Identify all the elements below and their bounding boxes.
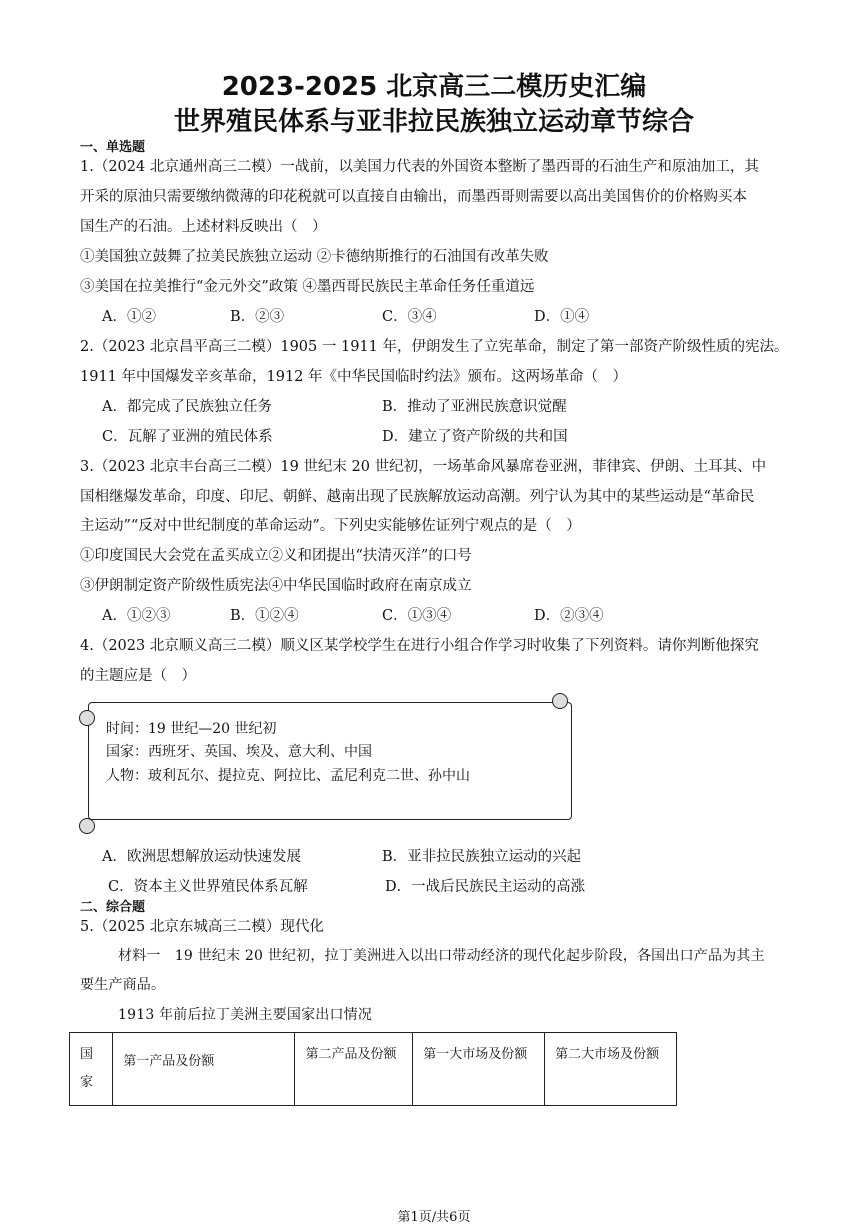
q1-line: 开采的原油只需要缴纳微薄的印花税就可以直接自由输出，而墨西哥则需要以高出美国售价的价格购买本 — [80, 189, 747, 205]
table-header-cell: 第一产品及份额 — [113, 1033, 295, 1106]
q3-line: ①印度国民大会党在孟买成立②义和团提出“扶清灭洋”的口号 — [80, 548, 472, 564]
scroll-curl-left-icon — [79, 710, 95, 726]
q3-option-b: B．①②④ — [230, 608, 299, 624]
q1-option-d: D．①④ — [534, 309, 590, 325]
q4-option-a: A．欧洲思想解放运动快速发展 — [102, 849, 301, 865]
q1-line: ③美国在拉美推行“金元外交”政策 ④墨西哥民族民主革命任务任重道远 — [80, 279, 535, 295]
q5-table-caption: 1913 年前后拉丁美洲主要国家出口情况 — [118, 1007, 373, 1023]
q2-line: 1911 年中国爆发辛亥革命，1912 年《中华民国临时约法》颁布。这两场革命（ ） — [80, 369, 628, 385]
page-title-line1: 2023-2025 北京高三二模历史汇编 — [221, 72, 647, 102]
scroll-line-people: 人物：玻利瓦尔、提拉克、阿拉比、孟尼利克二世、孙中山 — [106, 768, 470, 784]
q4-option-b: B．亚非拉民族独立运动的兴起 — [382, 849, 582, 865]
q1-line: 1.（2024 北京通州高三二模）一战前，以美国力代表的外国资本整断了墨西哥的石油生产和原油加工，其 — [80, 159, 759, 175]
q3-option-c: C．①③④ — [382, 608, 452, 624]
scroll-curl-bottom-icon — [79, 818, 95, 834]
q2-option-c: C．瓦解了亚洲的殖民体系 — [102, 429, 273, 445]
q4-option-c: C．资本主义世界殖民体系瓦解 — [108, 879, 308, 895]
q3-option-d: D．②③④ — [534, 608, 604, 624]
table-row — [70, 1033, 677, 1106]
q4-option-d: D．一战后民族民主运动的高涨 — [385, 879, 586, 895]
table-header-cell: 第二大市场及份额 — [545, 1033, 677, 1106]
scroll-curl-top-icon — [552, 693, 568, 709]
q1-option-b: B．②③ — [230, 309, 285, 325]
q3-line: 国相继爆发革命，印度、印尼、朝鲜、越南出现了民族解放运动高潮。列宁认为其中的某些运动是“革命民 — [80, 489, 755, 505]
q3-line: ③伊朗制定资产阶级性质宪法④中华民国临时政府在南京成立 — [80, 578, 472, 594]
scroll-line-time: 时间：19 世纪—20 世纪初 — [106, 721, 277, 737]
q4-line: 的主题应是（ ） — [80, 668, 196, 684]
q5-material-line: 材料一 19 世纪末 20 世纪初，拉丁美洲进入以出口带动经济的现代化起步阶段，各国出口产品为其主 — [118, 948, 765, 964]
q5-material-line: 要生产商品。 — [80, 977, 166, 993]
q1-line: ①美国独立鼓舞了拉美民族独立运动 ②卡德纳斯推行的石油国有改革失败 — [80, 249, 549, 265]
q2-line: 2.（2023 北京昌平高三二模）1905 一 1911 年，伊朗发生了立宪革命，制定了第一部资产阶级性质的宪法。 — [80, 339, 789, 355]
q3-line: 主运动”“反对中世纪制度的革命运动”。下列史实能够佐证列宁观点的是（ ） — [80, 518, 581, 534]
q1-line: 国生产的石油。上述材料反映出（ ） — [80, 219, 327, 235]
q3-option-a: A．①②③ — [102, 608, 171, 624]
q5-head: 5.（2025 北京东城高三二模）现代化 — [80, 919, 324, 935]
table-header-cell: 第一大市场及份额 — [413, 1033, 545, 1106]
q1-option-c: C．③④ — [382, 309, 437, 325]
q1-option-a: A．①② — [102, 309, 156, 325]
section-heading-comprehensive: 二、综合题 — [80, 900, 146, 915]
table-header-cell: 第二产品及份额 — [295, 1033, 413, 1106]
export-table — [69, 1032, 677, 1106]
page-title-line2: 世界殖民体系与亚非拉民族独立运动章节综合 — [173, 107, 694, 137]
table-header-cell: 国家 — [70, 1033, 113, 1106]
q2-option-a: A．都完成了民族独立任务 — [102, 399, 272, 415]
q3-line: 3.（2023 北京丰台高三二模）19 世纪末 20 世纪初，一场革命风暴席卷亚洲，菲律宾、伊朗、土耳其、中 — [80, 459, 767, 475]
scroll-line-countries: 国家：西班牙、英国、埃及、意大利、中国 — [106, 744, 372, 760]
q4-line: 4.（2023 北京顺义高三二模）顺义区某学校学生在进行小组合作学习时收集了下列资料。请你判断他探究 — [80, 638, 759, 654]
page-number: 第1页/共6页 — [397, 1210, 471, 1225]
q2-option-d: D．建立了资产阶级的共和国 — [382, 429, 568, 445]
q2-option-b: B．推动了亚洲民族意识觉醒 — [382, 399, 567, 415]
section-heading-single-choice: 一、单选题 — [80, 140, 146, 155]
